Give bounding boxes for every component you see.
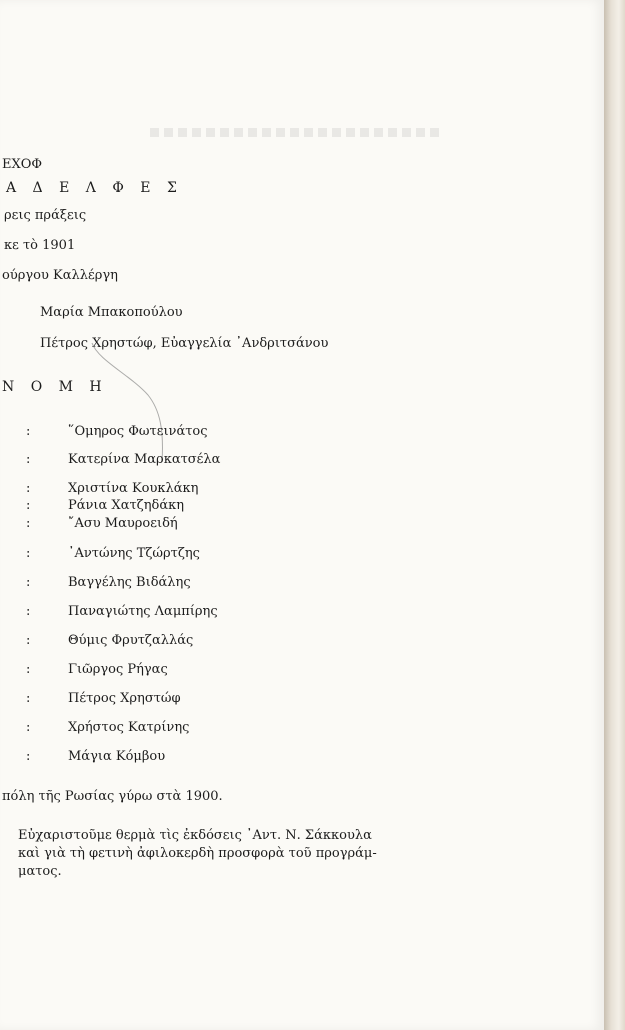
cast-separator: : [26, 633, 31, 648]
year-written: κε τὸ 1901 [4, 238, 76, 253]
play-subtitle: ρεις πράξεις [4, 208, 87, 223]
cast-separator: : [26, 604, 31, 619]
credit-line: Πέτρος Χρηστώφ, Εὐαγγελία ᾿Ανδριτσάνου [40, 336, 329, 351]
cast-actor: Παναγιώτης Λαμπίρης [68, 604, 218, 619]
cast-heading: Ν Ο Μ Η [2, 379, 108, 395]
cast-actor: Χρήστος Κατρίνης [68, 720, 190, 735]
acknowledgement-line: Εὐχαριστοῦμε θερμὰ τὶς ἐκδόσεις ᾿Αντ. Ν. Σάκκουλα [18, 828, 372, 843]
credit-line: Μαρία Μπακοπούλου [40, 305, 183, 320]
cast-separator: : [26, 498, 31, 513]
cast-actor: ῞Ομηρος Φωτεινάτος [68, 424, 208, 439]
play-title: Α Δ Ε Λ Φ Ε Σ [6, 180, 183, 196]
cast-separator: : [26, 546, 31, 561]
cast-actor: Μάγια Κόμβου [68, 749, 166, 764]
cast-actor: Πέτρος Χρηστώφ [68, 691, 181, 706]
page-edge [604, 0, 625, 1030]
cast-actor: ῎Ασυ Μαυροειδή [68, 516, 178, 531]
author-name-fragment: ΕΧΟΦ [2, 157, 43, 172]
acknowledgement-line: καὶ γιὰ τὴ φετινὴ ἀφιλοκερδὴ προσφορὰ τοῦ προγράμ- [18, 846, 377, 861]
cast-separator: : [26, 749, 31, 764]
cast-actor: Θύμις Φρυτζαλλάς [68, 633, 194, 648]
cast-separator: : [26, 424, 31, 439]
cast-separator: : [26, 691, 31, 706]
cast-actor: Ράνια Χατζηδάκη [68, 498, 185, 513]
cast-separator: : [26, 720, 31, 735]
translator-fragment: ούργου Καλλέργη [2, 268, 118, 283]
setting-line: πόλη τῆς Ρωσίας γύρω στὰ 1900. [2, 789, 223, 804]
cast-actor: Κατερίνα Μαρκατσέλα [68, 452, 221, 467]
pencil-curve-mark [0, 0, 260, 470]
cast-separator: : [26, 516, 31, 531]
cast-separator: : [26, 662, 31, 677]
cast-actor: ᾿Αντώνης Τζώρτζης [68, 546, 200, 561]
cast-actor: Βαγγέλης Βιδάλης [68, 575, 191, 590]
cast-separator: : [26, 481, 31, 496]
cast-separator: : [26, 575, 31, 590]
acknowledgement-paragraph [18, 827, 388, 881]
cast-separator: : [26, 452, 31, 467]
cast-actor: Γιῶργος Ρήγας [68, 662, 168, 677]
acknowledgement-line: ματος. [18, 864, 62, 879]
cast-actor: Χριστίνα Κουκλάκη [68, 481, 199, 496]
